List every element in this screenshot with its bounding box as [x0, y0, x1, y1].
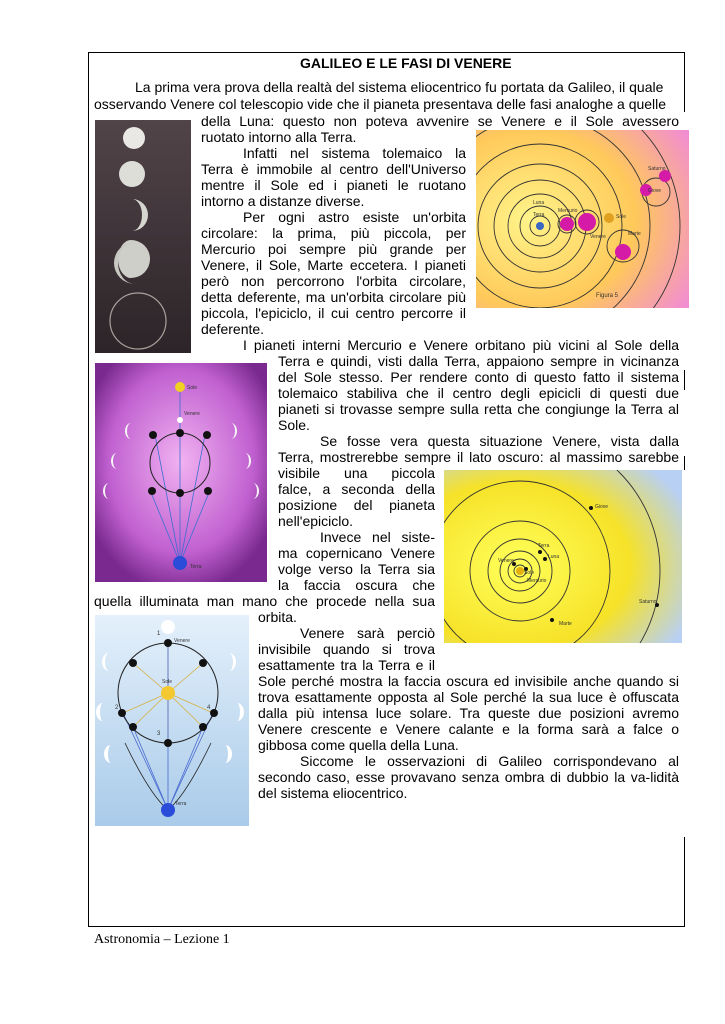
- text-line: detta deferente, ma un'orbita circolare più: [201, 289, 466, 305]
- text-line: Venere sarà perciò: [300, 625, 435, 641]
- text-line: orbita.: [258, 609, 297, 625]
- text-line: Sole.: [278, 417, 310, 433]
- label-2: 2: [115, 705, 119, 711]
- text-line: tolemaico stabiliva che il centro degli epicicli di questi due: [278, 385, 679, 401]
- label-sole: Sole: [524, 570, 535, 576]
- text-line: esattamente tra la Terra e il: [258, 657, 435, 673]
- text-line: volge verso la Terra sia: [278, 561, 435, 577]
- text-line: ma copernicano Venere: [278, 545, 435, 561]
- text-line: la faccia oscura che: [278, 577, 435, 593]
- text-line: trova esattamente opposta al Sole perché la sua luce è offuscata: [258, 689, 679, 705]
- label-venere: Venere: [174, 638, 190, 644]
- ptolemaic-system-diagram: [476, 130, 689, 308]
- label-luna: Luna: [533, 200, 545, 206]
- text-line: falce, a seconda della: [278, 481, 435, 497]
- text-line: Terra e quindi, visti dalla Terra, appaiono sempre in vicinanza: [278, 353, 679, 369]
- text-line: mentre il Sole ed i pianeti le ruotano: [201, 177, 466, 193]
- label-giove: Giove: [595, 504, 609, 510]
- text-line: circolare: la prima, più piccola, per: [201, 225, 466, 241]
- text-line: posizione del pianeta: [278, 497, 435, 513]
- label-terra: Terra: [175, 801, 187, 807]
- text-line: quella illuminata man mano che procede nella sua: [94, 593, 435, 609]
- text-line: del sistema eliocentrico.: [258, 785, 408, 801]
- label-mercurio: Mercurio: [558, 208, 578, 214]
- text-line: pianeti si trovasse sempre sulla retta che congiunge la Terra al: [278, 401, 679, 417]
- text-line: deferente.: [201, 321, 265, 337]
- text-line: visibile una piccola: [278, 465, 435, 481]
- text-line: I pianeti interni Mercurio e Venere orbitano più vicini al Sole della: [243, 337, 679, 353]
- epicycle-diagram: [95, 363, 267, 582]
- text-line: Invece nel siste-: [320, 529, 435, 545]
- text-line: del Sole stesso. Per rendere conto di questo fatto il sistema: [278, 369, 679, 385]
- label-3: 3: [157, 731, 161, 737]
- label-terra: Terra: [538, 543, 550, 549]
- venus-phases-photo: [95, 120, 191, 353]
- text-line: della Luna: questo non poteva avvenire se Venere e il Sole avessero: [201, 113, 679, 129]
- label-sole: Sole: [162, 679, 173, 685]
- label-giove: Giove: [648, 188, 662, 194]
- text-line: osservando Venere col telescopio vide che il pianeta presentava delle fasi analoghe a quelle: [94, 96, 667, 112]
- text-line: Mercurio poi sempre più grande per: [201, 241, 466, 257]
- venus-phases-diagram: [95, 615, 249, 826]
- text-line: intorno a distanze diverse.: [201, 193, 365, 209]
- text-line: nell'epiciclo.: [278, 513, 354, 529]
- label-marte: Marte: [559, 621, 572, 627]
- label-mercurio: Mercurio: [527, 578, 547, 584]
- text-line: gibbosa come quella della Luna.: [258, 737, 459, 753]
- label-venere: Venere: [590, 234, 606, 240]
- text-line: Siccome le osservazioni di Galileo corrispondevano al: [300, 753, 679, 769]
- figure-caption: Figura 5: [596, 293, 619, 299]
- text-line: ruotato intorno alla Terra.: [201, 129, 357, 145]
- text-line: Per ogni astro esiste un'orbita: [243, 209, 466, 225]
- text-line: Se fosse vera questa situazione Venere, vista dalla: [320, 433, 679, 449]
- text-line: Infatti nel sistema tolemaico la: [243, 145, 466, 161]
- text-line: piccola, l'epiciclo, il cui centro percorre il: [201, 305, 466, 321]
- page-title: GALILEO E LE FASI DI VENERE: [300, 55, 512, 71]
- label-terra: Terra: [533, 212, 545, 218]
- label-sole: Sole: [616, 214, 627, 220]
- text-line: Sole perché mostra la faccia oscura ed invisibile anche quando si: [258, 673, 679, 689]
- text-line: dalla più intensa luce solare. Tra queste due posizioni avremo: [258, 705, 679, 721]
- copernican-system-diagram: [444, 470, 682, 643]
- label-4: 4: [207, 705, 211, 711]
- label-sole: Sole: [187, 385, 198, 391]
- label-marte: Marte: [628, 231, 641, 237]
- label-1: 1: [157, 631, 161, 637]
- text-line: Terra è immobile al centro dell'Universo: [201, 161, 466, 177]
- text-line: Venere, il Sole, Marte eccetera. I pianeti: [201, 257, 466, 273]
- text-line: secondo caso, esse provavano senza ombra di dubbio la va-lidità: [258, 769, 679, 785]
- text-line: Venere crescente e Venere calante e la forma sarà a falce o: [258, 721, 679, 737]
- label-luna: Luna: [548, 554, 560, 560]
- text-line: invisibile quando si trova: [258, 641, 435, 657]
- label-saturno: Saturno: [648, 166, 666, 172]
- label-venere: Venere: [184, 411, 200, 417]
- label-venere: Venere: [498, 558, 514, 564]
- text-line: La prima vera prova della realtà del sistema eliocentrico fu portata da Galileo, il quale: [135, 79, 664, 95]
- text-line: Terra, mostrerebbe sempre il lato oscuro: al massimo sarebbe: [278, 449, 679, 465]
- label-saturno: Saturno: [639, 599, 657, 605]
- page-footer: Astronomia – Lezione 1: [94, 932, 230, 947]
- text-line: però non percorrono l'orbita circolare,: [201, 273, 466, 289]
- label-terra: Terra: [190, 564, 202, 570]
